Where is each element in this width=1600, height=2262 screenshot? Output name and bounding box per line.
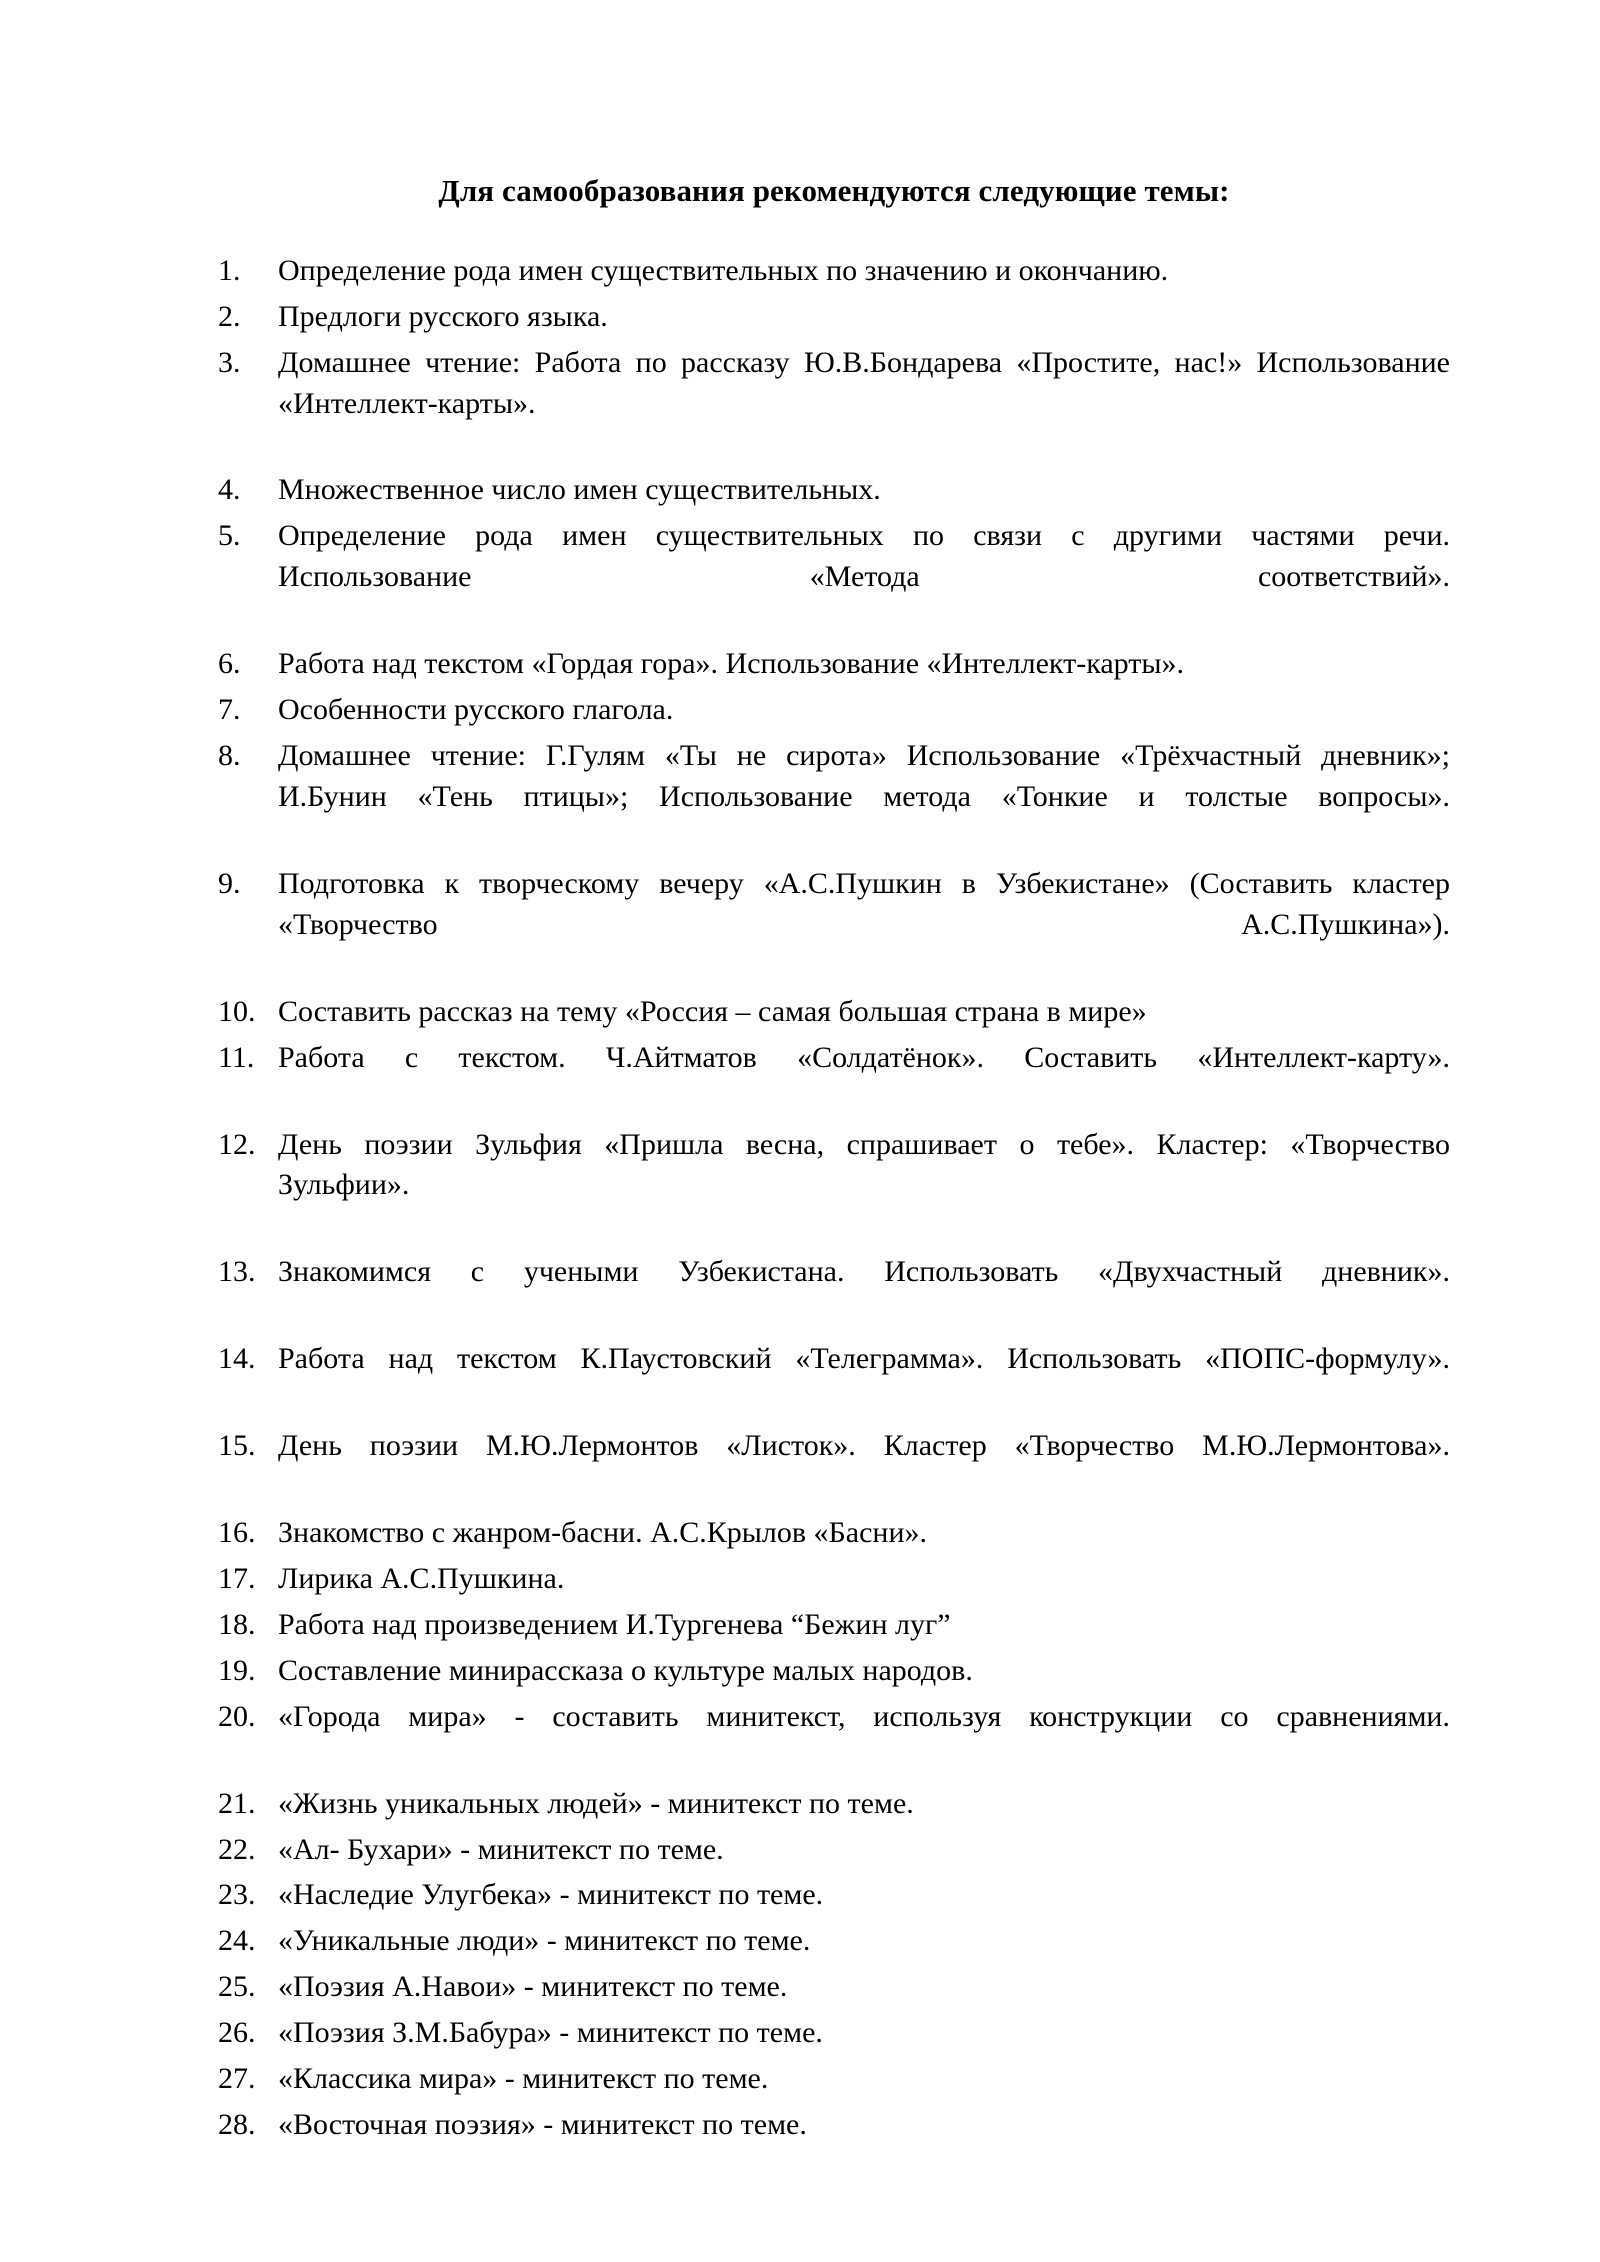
list-item-number: 20. (218, 1699, 256, 1733)
list-item-text: День поэзии М.Ю.Лермонтов «Листок». Кластер «Творчество М.Ю.Лермонтова». (278, 1429, 1450, 1463)
list-item-number: 5. (218, 519, 241, 553)
list-item-number: 15. (218, 1429, 256, 1463)
page-title: Для самообразования рекомендуются следующие темы: (438, 173, 1230, 208)
list-item (218, 251, 1450, 292)
list-item-number: 22. (218, 1832, 256, 1866)
list-item-number: 6. (218, 647, 241, 681)
list-item (218, 1339, 1450, 1421)
list-item (218, 1967, 1450, 2008)
list-item (218, 297, 1450, 338)
list-item (218, 1697, 1450, 1779)
list-item-text: «Восточная поэзия» - минитекст по теме. (278, 2108, 807, 2142)
list-item-text: «Города мира» - составить минитекст, используя конструкции со сравнениями. (278, 1699, 1450, 1733)
list-item-text: Работа над произведением И.Тургенева “Бежин луг” (278, 1607, 951, 1641)
list-item-text: «Классика мира» - минитекст по теме. (278, 2062, 769, 2096)
list-item (218, 644, 1450, 685)
list-item-text: Знакомство с жанром-басни. А.С.Крылов «Басни». (278, 1515, 928, 1549)
list-item-number: 11. (218, 1040, 255, 1074)
list-item (218, 1875, 1450, 1916)
list-item (218, 2013, 1450, 2054)
list-item-number: 4. (218, 473, 241, 507)
list-item-number: 25. (218, 1970, 256, 2004)
list-item (218, 1559, 1450, 1600)
list-item-text: День поэзии Зульфия «Пришла весна, спрашивает о тебе». Кластер: «Творчество Зульфии». (278, 1127, 1450, 1202)
list-item-text: Знакомимся с учеными Узбекистана. Использовать «Двухчастный дневник». (278, 1255, 1450, 1289)
list-item-text: «Наследие Улугбека» - минитекст по теме. (278, 1878, 824, 1912)
self-education-topics-list (218, 211, 1450, 2146)
list-item (218, 864, 1450, 987)
list-item-text: Работа над текстом К.Паустовский «Телеграмма». Использовать «ПОПС-формулу». (278, 1342, 1450, 1376)
list-item-number: 16. (218, 1515, 256, 1549)
list-item-number: 1. (218, 253, 241, 287)
list-item (218, 1830, 1450, 1871)
list-item (218, 1651, 1450, 1692)
list-item-text: Предлоги русского языка. (278, 299, 608, 333)
list-item-number: 19. (218, 1653, 256, 1687)
list-item-text: «Поэзия З.М.Бабура» - минитекст по теме. (278, 2016, 823, 2050)
list-item-number: 9. (218, 866, 241, 900)
list-item-text: «Поэзия А.Навои» - минитекст по теме. (278, 1970, 788, 2004)
list-item (218, 736, 1450, 859)
list-item-text: «Уникальные люди» - минитекст по теме. (278, 1924, 811, 1958)
list-item-number: 3. (218, 345, 241, 379)
list-item-number: 28. (218, 2108, 256, 2142)
list-item (218, 1921, 1450, 1962)
list-item-number: 17. (218, 1561, 256, 1595)
document-body (218, 0, 1450, 2151)
list-item-number: 2. (218, 299, 241, 333)
list-item-text: Определение рода имен существительных по значению и окончанию. (278, 253, 1169, 287)
list-item-text: «Жизнь уникальных людей» - минитекст по теме. (278, 1786, 914, 1820)
list-item-number: 24. (218, 1924, 256, 1958)
list-item-text: Составление минирассказа о культуре малых народов. (278, 1653, 973, 1687)
list-item-text: Особенности русского глагола. (278, 693, 674, 727)
list-item (218, 470, 1450, 511)
list-item-number: 21. (218, 1786, 256, 1820)
list-item-number: 7. (218, 693, 241, 727)
list-item (218, 690, 1450, 731)
list-item-number: 18. (218, 1607, 256, 1641)
list-item (218, 1784, 1450, 1825)
list-item (218, 1038, 1450, 1120)
list-item-number: 14. (218, 1342, 256, 1376)
list-item (218, 516, 1450, 639)
list-item (218, 1252, 1450, 1334)
list-item-text: Лирика А.С.Пушкина. (278, 1561, 565, 1595)
list-item-text: Множественное число имен существительных. (278, 473, 881, 507)
list-item-number: 13. (218, 1255, 256, 1289)
list-item-number: 10. (218, 994, 256, 1028)
list-item (218, 1605, 1450, 1646)
list-item-number: 27. (218, 2062, 256, 2096)
list-item-number: 12. (218, 1127, 256, 1161)
list-item (218, 1513, 1450, 1554)
list-item-text: «Ал- Бухари» - минитекст по теме. (278, 1832, 724, 1866)
list-item-number: 23. (218, 1878, 256, 1912)
list-item-text: Домашнее чтение: Г.Гулям «Ты не сирота» Использование «Трёхчастный дневник»; И.Бунин «Тень птицы»; Использование метода «Тонкие и толстые вопросы». (278, 739, 1450, 813)
list-item-text: Работа с текстом. Ч.Айтматов «Солдатёнок». Составить «Интеллект-карту». (278, 1040, 1450, 1074)
list-item-text: Подготовка к творческому вечеру «А.С.Пушкин в Узбекистане» (Составить кластер «Творчество А.С.Пушкина»). (278, 866, 1450, 941)
list-item (218, 2059, 1450, 2100)
list-item (218, 1125, 1450, 1248)
list-item-number: 26. (218, 2016, 256, 2050)
list-item (218, 343, 1450, 466)
list-item-text: Домашнее чтение: Работа по рассказу Ю.В.Бондарева «Простите, нас!» Использование «Интеллект-карты». (278, 345, 1450, 420)
list-item (218, 2105, 1450, 2146)
list-item-number: 8. (218, 739, 241, 773)
list-item-text: Составить рассказ на тему «Россия – самая большая страна в мире» (278, 994, 1147, 1028)
list-item-text: Определение рода имен существительных по связи с другими частями речи. Использование «Метода соответствий». (278, 519, 1450, 594)
list-item (218, 992, 1450, 1033)
list-item-text: Работа над текстом «Гордая гора». Использование «Интеллект-карты». (278, 647, 1185, 681)
list-item (218, 1426, 1450, 1508)
